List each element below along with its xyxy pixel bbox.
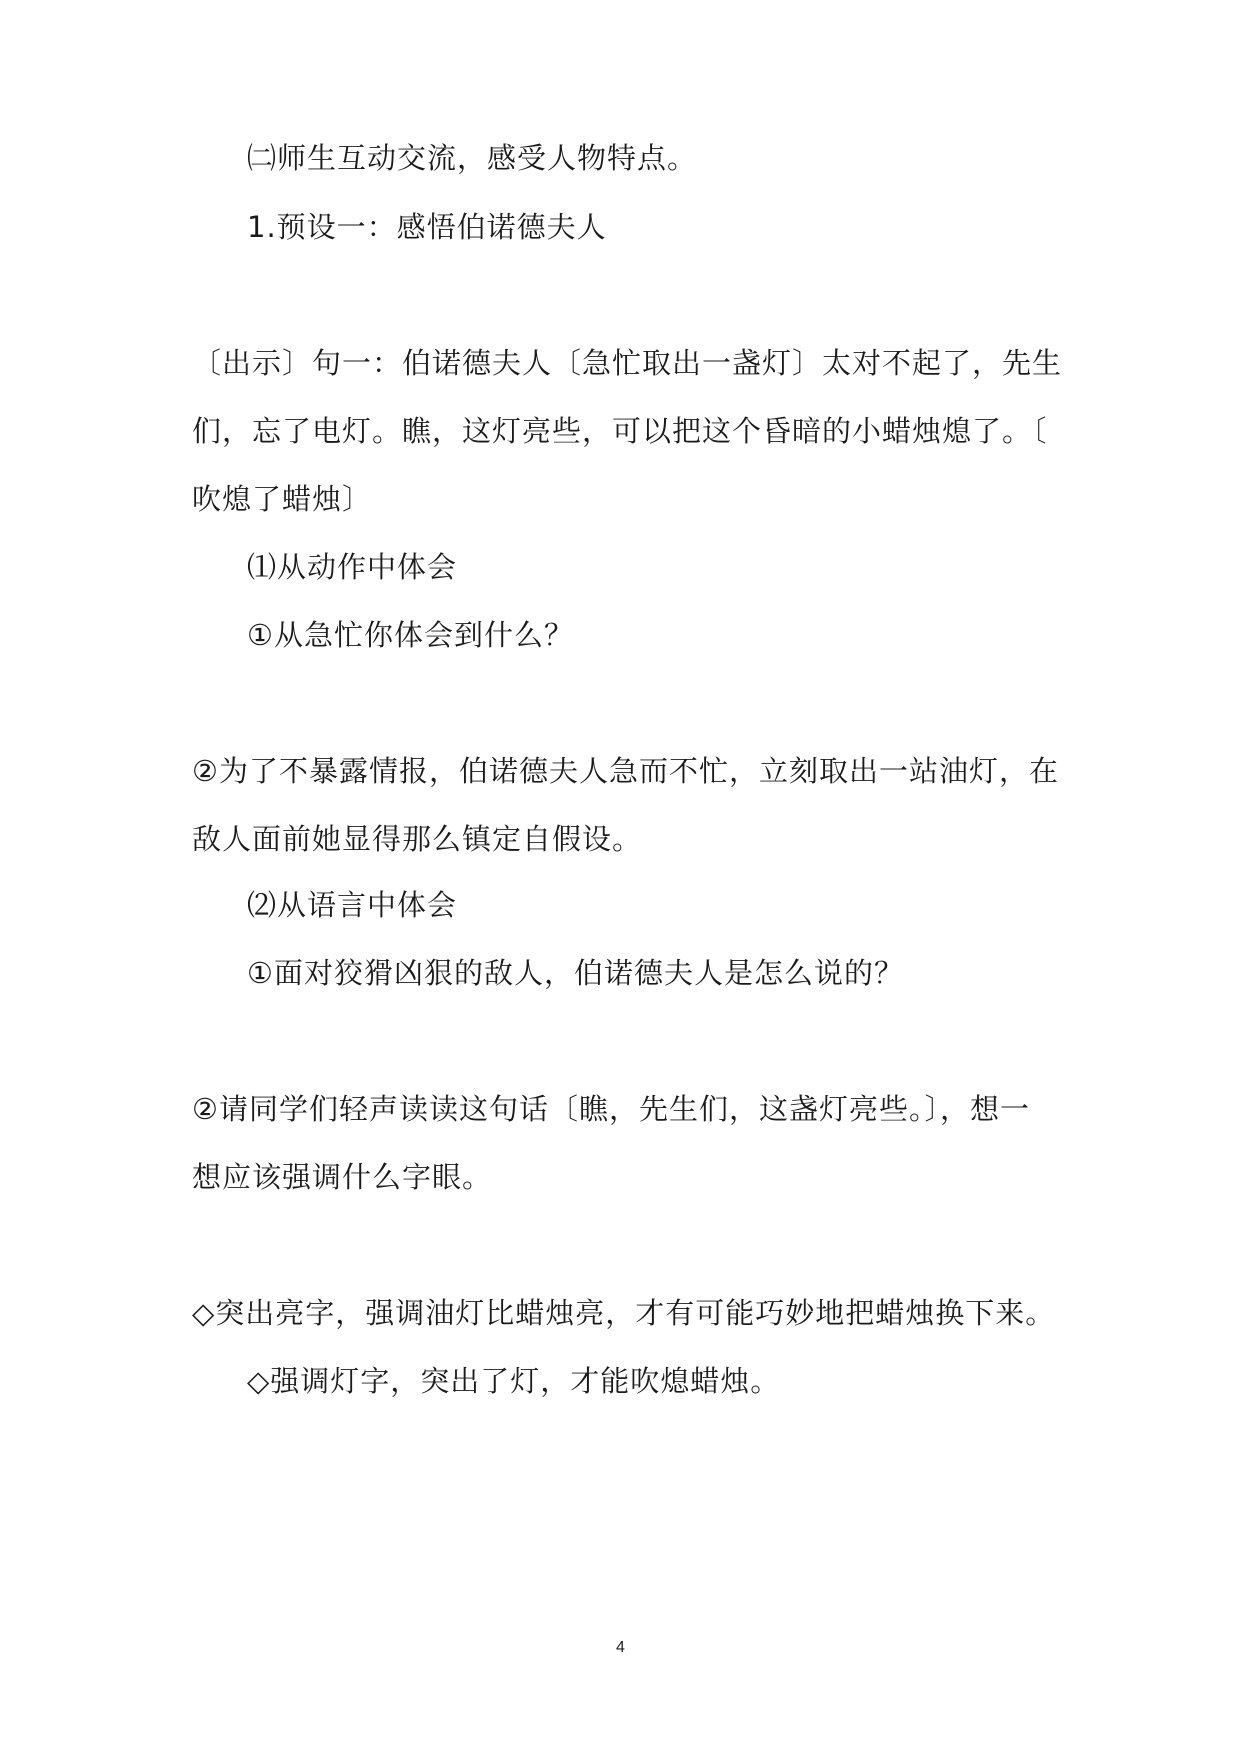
section-heading: ㈡师生互动交流，感受人物特点。 bbox=[247, 141, 698, 175]
list-item: ①面对狡猾凶狠的敌人，伯诺德夫人是怎么说的？ bbox=[247, 956, 904, 990]
list-heading: ⑴从动作中体会 bbox=[247, 550, 458, 584]
bullet-item: ◇强调灯字，突出了灯，才能吹熄蜡烛。 bbox=[247, 1364, 781, 1398]
page-number: 4 bbox=[616, 1639, 625, 1656]
bullet-item: ◇突出亮字，强调油灯比蜡烛亮，才有可能巧妙地把蜡烛换下来。 bbox=[192, 1296, 1056, 1330]
list-item: ①从急忙你体会到什么？ bbox=[247, 618, 574, 652]
paragraph-line: ②请同学们轻声读读这句话〔瞧，先生们，这盏灯亮些。〕，想一 bbox=[192, 1092, 1030, 1126]
paragraph-line: 敌人面前她显得那么镇定自假设。 bbox=[192, 822, 643, 856]
list-heading: ⑵从语言中体会 bbox=[247, 888, 458, 922]
subsection-heading: 1.预设一：感悟伯诺德夫人 bbox=[247, 210, 607, 244]
paragraph-line: 吹熄了蜡烛〕 bbox=[192, 482, 373, 516]
paragraph-line: ②为了不暴露情报，伯诺德夫人急而不忙，立刻取出一站油灯，在 bbox=[192, 754, 1059, 788]
paragraph-line: 〔出示〕句一：伯诺德夫人〔急忙取出一盏灯〕太对不起了，先生 bbox=[192, 346, 1063, 380]
paragraph-line: 们，忘了电灯。瞧，这灯亮些，可以把这个昏暗的小蜡烛熄了。〔 bbox=[192, 414, 1048, 448]
paragraph-line: 想应该强调什么字眼。 bbox=[192, 1160, 493, 1194]
